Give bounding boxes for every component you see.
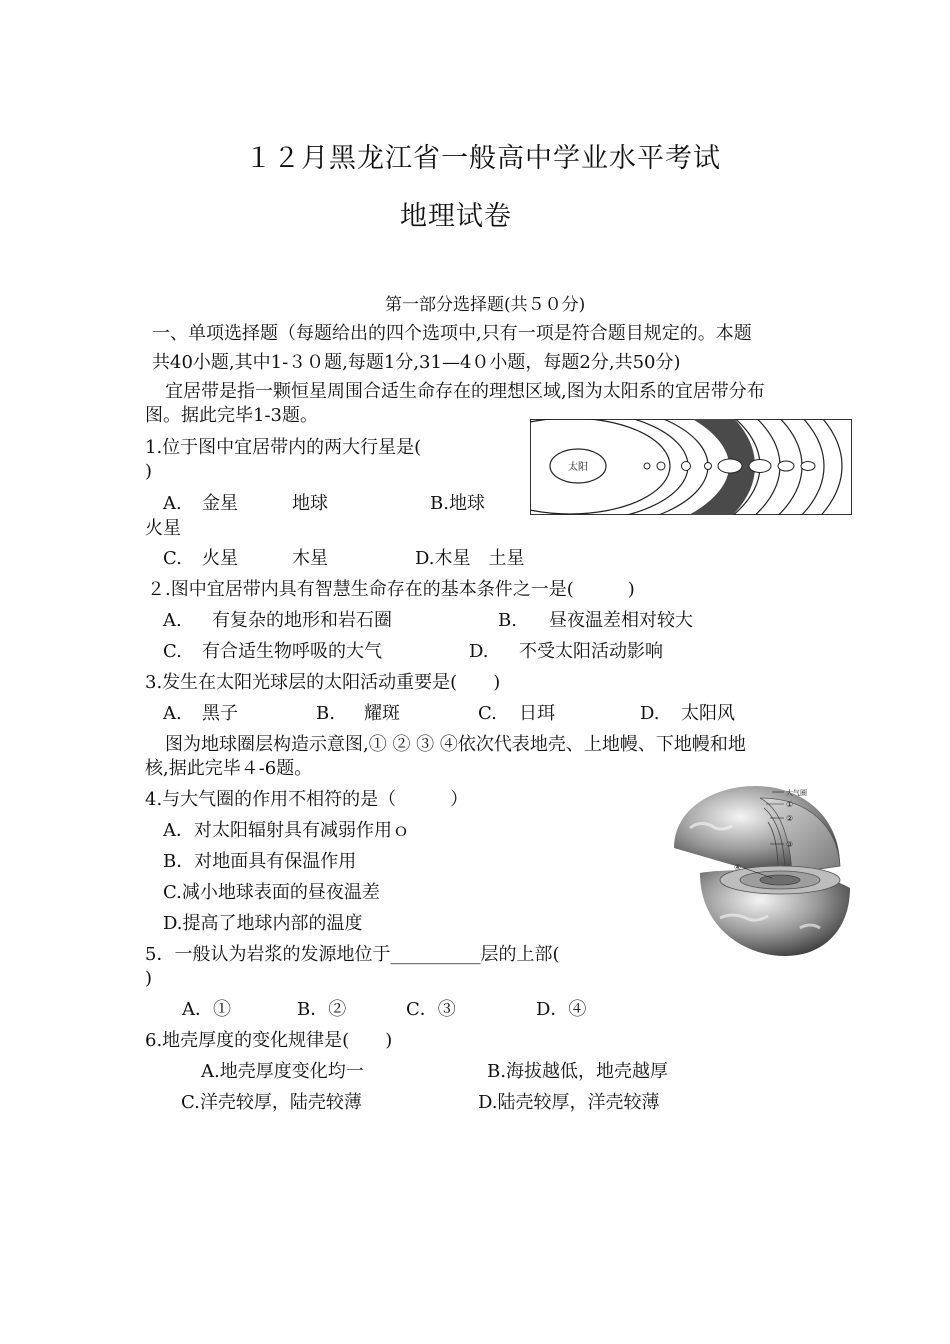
question-3-option-d-text: 太阳风	[681, 703, 735, 724]
question-4-option-d: D.提高了地球内部的温度	[163, 913, 363, 934]
passage-1-line-1: 宜居带是指一颗恒星周围合适生命存在的理想区域,图为太阳系的宜居带分布	[165, 381, 765, 402]
earth-layers-figure	[660, 778, 860, 963]
question-5-option-d: D．④	[536, 999, 587, 1020]
atmosphere-label: 大气圈	[786, 789, 807, 797]
question-5-option-b: B．②	[297, 999, 347, 1020]
planet-neptune	[801, 462, 815, 471]
question-2-option-b-label: B.	[498, 610, 517, 631]
instructions-line-1: 一、单项选择题（每题给出的四个选项中,只有一项是符合题目规定的。本题	[152, 323, 752, 344]
question-6-stem: 6.地壳厚度的变化规律是( )	[145, 1030, 393, 1051]
sun-label: 太阳	[568, 462, 588, 473]
habitable-zone-figure	[530, 419, 852, 515]
question-5-option-a: A．①	[182, 999, 231, 1020]
question-3-option-c-text: 日珥	[519, 703, 555, 724]
question-6-option-b: B.海拔越低，地壳越厚	[487, 1061, 668, 1082]
question-2-option-c-text: 有合适生物呼吸的大气	[202, 641, 382, 662]
passage-2-line-2: 核,据此完毕４-6题。	[145, 758, 313, 779]
question-1-option-b-cont: 火星	[145, 518, 181, 539]
marker-1: ①	[786, 800, 794, 809]
question-1-option-b: B.地球	[430, 493, 485, 514]
document-subtitle: 地理试卷	[400, 201, 512, 232]
question-2-option-b-text: 昼夜温差相对较大	[549, 610, 693, 631]
question-1-option-c-text: 火星 木星	[202, 548, 328, 569]
question-1-option-a-label: A.	[163, 493, 182, 514]
planet-uranus	[778, 461, 794, 471]
question-2-stem: ２.图中宜居带内具有智慧生命存在的基本条件之一是( )	[147, 579, 635, 600]
planet-venus	[657, 462, 665, 470]
question-3-option-a-text: 黑子	[202, 703, 238, 724]
question-5-stem-end: )	[145, 968, 153, 989]
question-5-option-c: C．③	[406, 999, 456, 1020]
question-2-option-a-label: A.	[163, 610, 182, 631]
planet-jupiter	[718, 459, 742, 473]
planet-mercury	[644, 463, 650, 469]
question-4-option-a: A．对太阳辐射具有减弱作用ｏ	[163, 820, 410, 841]
planet-earth	[682, 462, 691, 471]
question-1-option-d: D.木星 土星	[415, 548, 525, 569]
question-4-option-c: C.减小地球表面的昼夜温差	[163, 882, 380, 903]
question-1-stem-end: )	[145, 461, 153, 482]
question-3-stem: 3.发生在太阳光球层的太阳活动重要是( )	[145, 672, 501, 693]
question-3-option-b-label: B.	[316, 703, 335, 724]
question-4-stem: 4.与大气圈的作用不相符的是（ ）	[145, 789, 469, 810]
question-2-option-d-label: D.	[469, 641, 489, 662]
question-1-option-a-text: 金星 地球	[202, 493, 328, 514]
question-3-option-a-label: A.	[163, 703, 182, 724]
question-4-option-b: B．对地面具有保温作用	[163, 851, 357, 872]
question-5-stem: 5．一般认为岩浆的发源地位于__________层的上部(	[145, 944, 560, 965]
question-1-option-c-label: C.	[163, 548, 182, 569]
document-title: １２月黑龙江省一般高中学业水平考试	[245, 143, 721, 174]
marker-3: ③	[786, 840, 794, 849]
passage-1-line-2: 图。据此完毕1-3题。	[145, 405, 318, 426]
question-6-option-d: D.陆壳较厚，洋壳较薄	[478, 1092, 660, 1113]
part-heading: 第一部分选择题(共５０分)	[385, 295, 586, 315]
passage-2-line-1: 图为地球圈层构造示意图,① ② ③ ④依次代表地壳、上地幔、下地幔和地	[165, 734, 746, 755]
question-3-option-d-label: D.	[640, 703, 660, 724]
question-1-stem: 1.位于图中宜居带内的两大行星是(	[145, 437, 422, 458]
marker-2: ②	[786, 814, 794, 823]
question-2-option-d-text: 不受太阳活动影响	[519, 641, 663, 662]
question-3-option-b-text: 耀斑	[364, 703, 400, 724]
question-3-option-c-label: C.	[478, 703, 497, 724]
planet-mars	[705, 463, 712, 470]
question-6-option-c: C.洋壳较厚，陆壳较薄	[181, 1092, 362, 1113]
question-2-option-c-label: C.	[163, 641, 182, 662]
instructions-line-2: 共40小题,其中1-３０题,每题1分,31—4０小题，每题2分,共50分)	[152, 352, 681, 373]
question-2-option-a-text: 有复杂的地形和岩石圈	[212, 610, 392, 631]
planet-saturn	[749, 460, 771, 473]
question-6-option-a: A.地壳厚度变化均一	[201, 1061, 364, 1082]
marker-4: ④	[734, 863, 742, 872]
